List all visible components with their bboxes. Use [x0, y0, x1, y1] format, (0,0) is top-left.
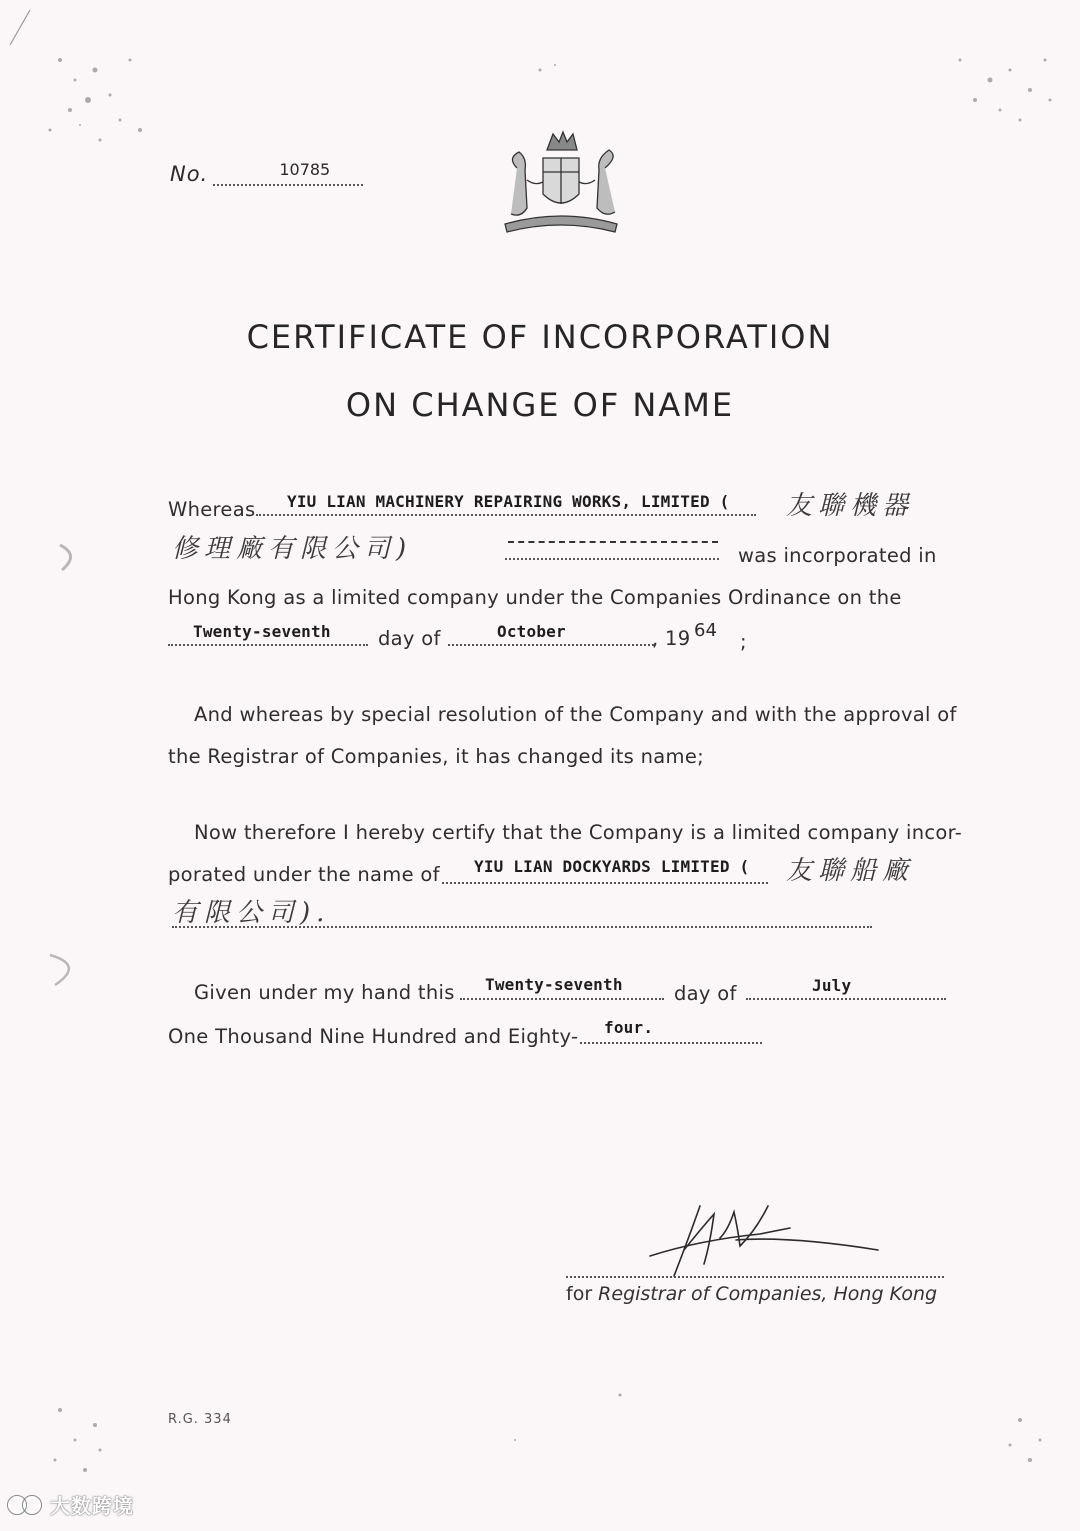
para4-given: Given under my hand this — [194, 981, 455, 1004]
old-name-chinese-part2: 修理廠有限公司) — [172, 534, 413, 564]
watermark-text: 大数跨境 — [50, 1494, 134, 1518]
para3-line2-prefix: porated under the name of — [168, 863, 440, 886]
new-name-typed: YIU LIAN DOCKYARDS LIMITED ( — [474, 857, 750, 876]
para3-line1: Now therefore I hereby certify that the Company is a limited company incor- — [194, 821, 963, 844]
incorp-year-prefix: , 19 — [652, 627, 691, 650]
new-name-chinese-part1: 友聯船廠 — [786, 856, 915, 886]
watermark — [6, 1490, 134, 1519]
para1-was-incorporated: was incorporated in — [738, 544, 937, 567]
old-name-chinese-part1: 友聯機器 — [786, 491, 915, 521]
serial-label: No. — [170, 162, 209, 186]
form-code: R.G. 334 — [168, 1412, 232, 1427]
registrar-title: Registrar of Companies, Hong Kong — [598, 1283, 938, 1305]
given-month-value: July — [812, 976, 852, 995]
new-name-chinese-part2: 有限公司). — [172, 898, 331, 928]
coat-of-arms-emblem — [497, 128, 625, 236]
old-name-typed: YIU LIAN MACHINERY REPAIRING WORKS, LIMITED ( — [287, 492, 730, 511]
registrar-caption — [566, 1283, 937, 1305]
para2-line2: the Registrar of Companies, it has changed its name; — [168, 745, 705, 768]
serial-field — [213, 162, 363, 186]
registrar-for: for — [566, 1283, 593, 1305]
given-year-value: four. — [604, 1018, 654, 1037]
para1-line3: Hong Kong as a limited company under the Companies Ordinance on the — [168, 586, 902, 609]
para2-line1: And whereas by special resolution of the Company and with the approval of — [194, 703, 957, 726]
para1-semicolon: ; — [740, 630, 747, 653]
para1-day-of: day of — [378, 627, 441, 650]
para4-day-of: day of — [674, 982, 737, 1005]
para4-line2-prefix: One Thousand Nine Hundred and Eighty- — [168, 1025, 579, 1048]
signature-line — [566, 1262, 944, 1278]
para1-whereas: Whereas — [168, 498, 256, 521]
certificate-subtitle: ON CHANGE OF NAME — [345, 386, 735, 424]
incorp-month-value: October — [497, 622, 566, 641]
watermark-logo-icon — [6, 1492, 46, 1518]
incorp-year-suffix: 64 — [694, 620, 717, 641]
new-name-field-line2 — [172, 906, 872, 928]
serial-number-line — [170, 162, 363, 186]
incorp-day-value: Twenty-seventh — [193, 622, 331, 641]
serial-number: 10785 — [279, 160, 331, 179]
given-day-value: Twenty-seventh — [485, 975, 623, 994]
certificate-title: CERTIFICATE OF INCORPORATION — [246, 318, 834, 356]
old-name-field-line2 — [505, 540, 719, 560]
